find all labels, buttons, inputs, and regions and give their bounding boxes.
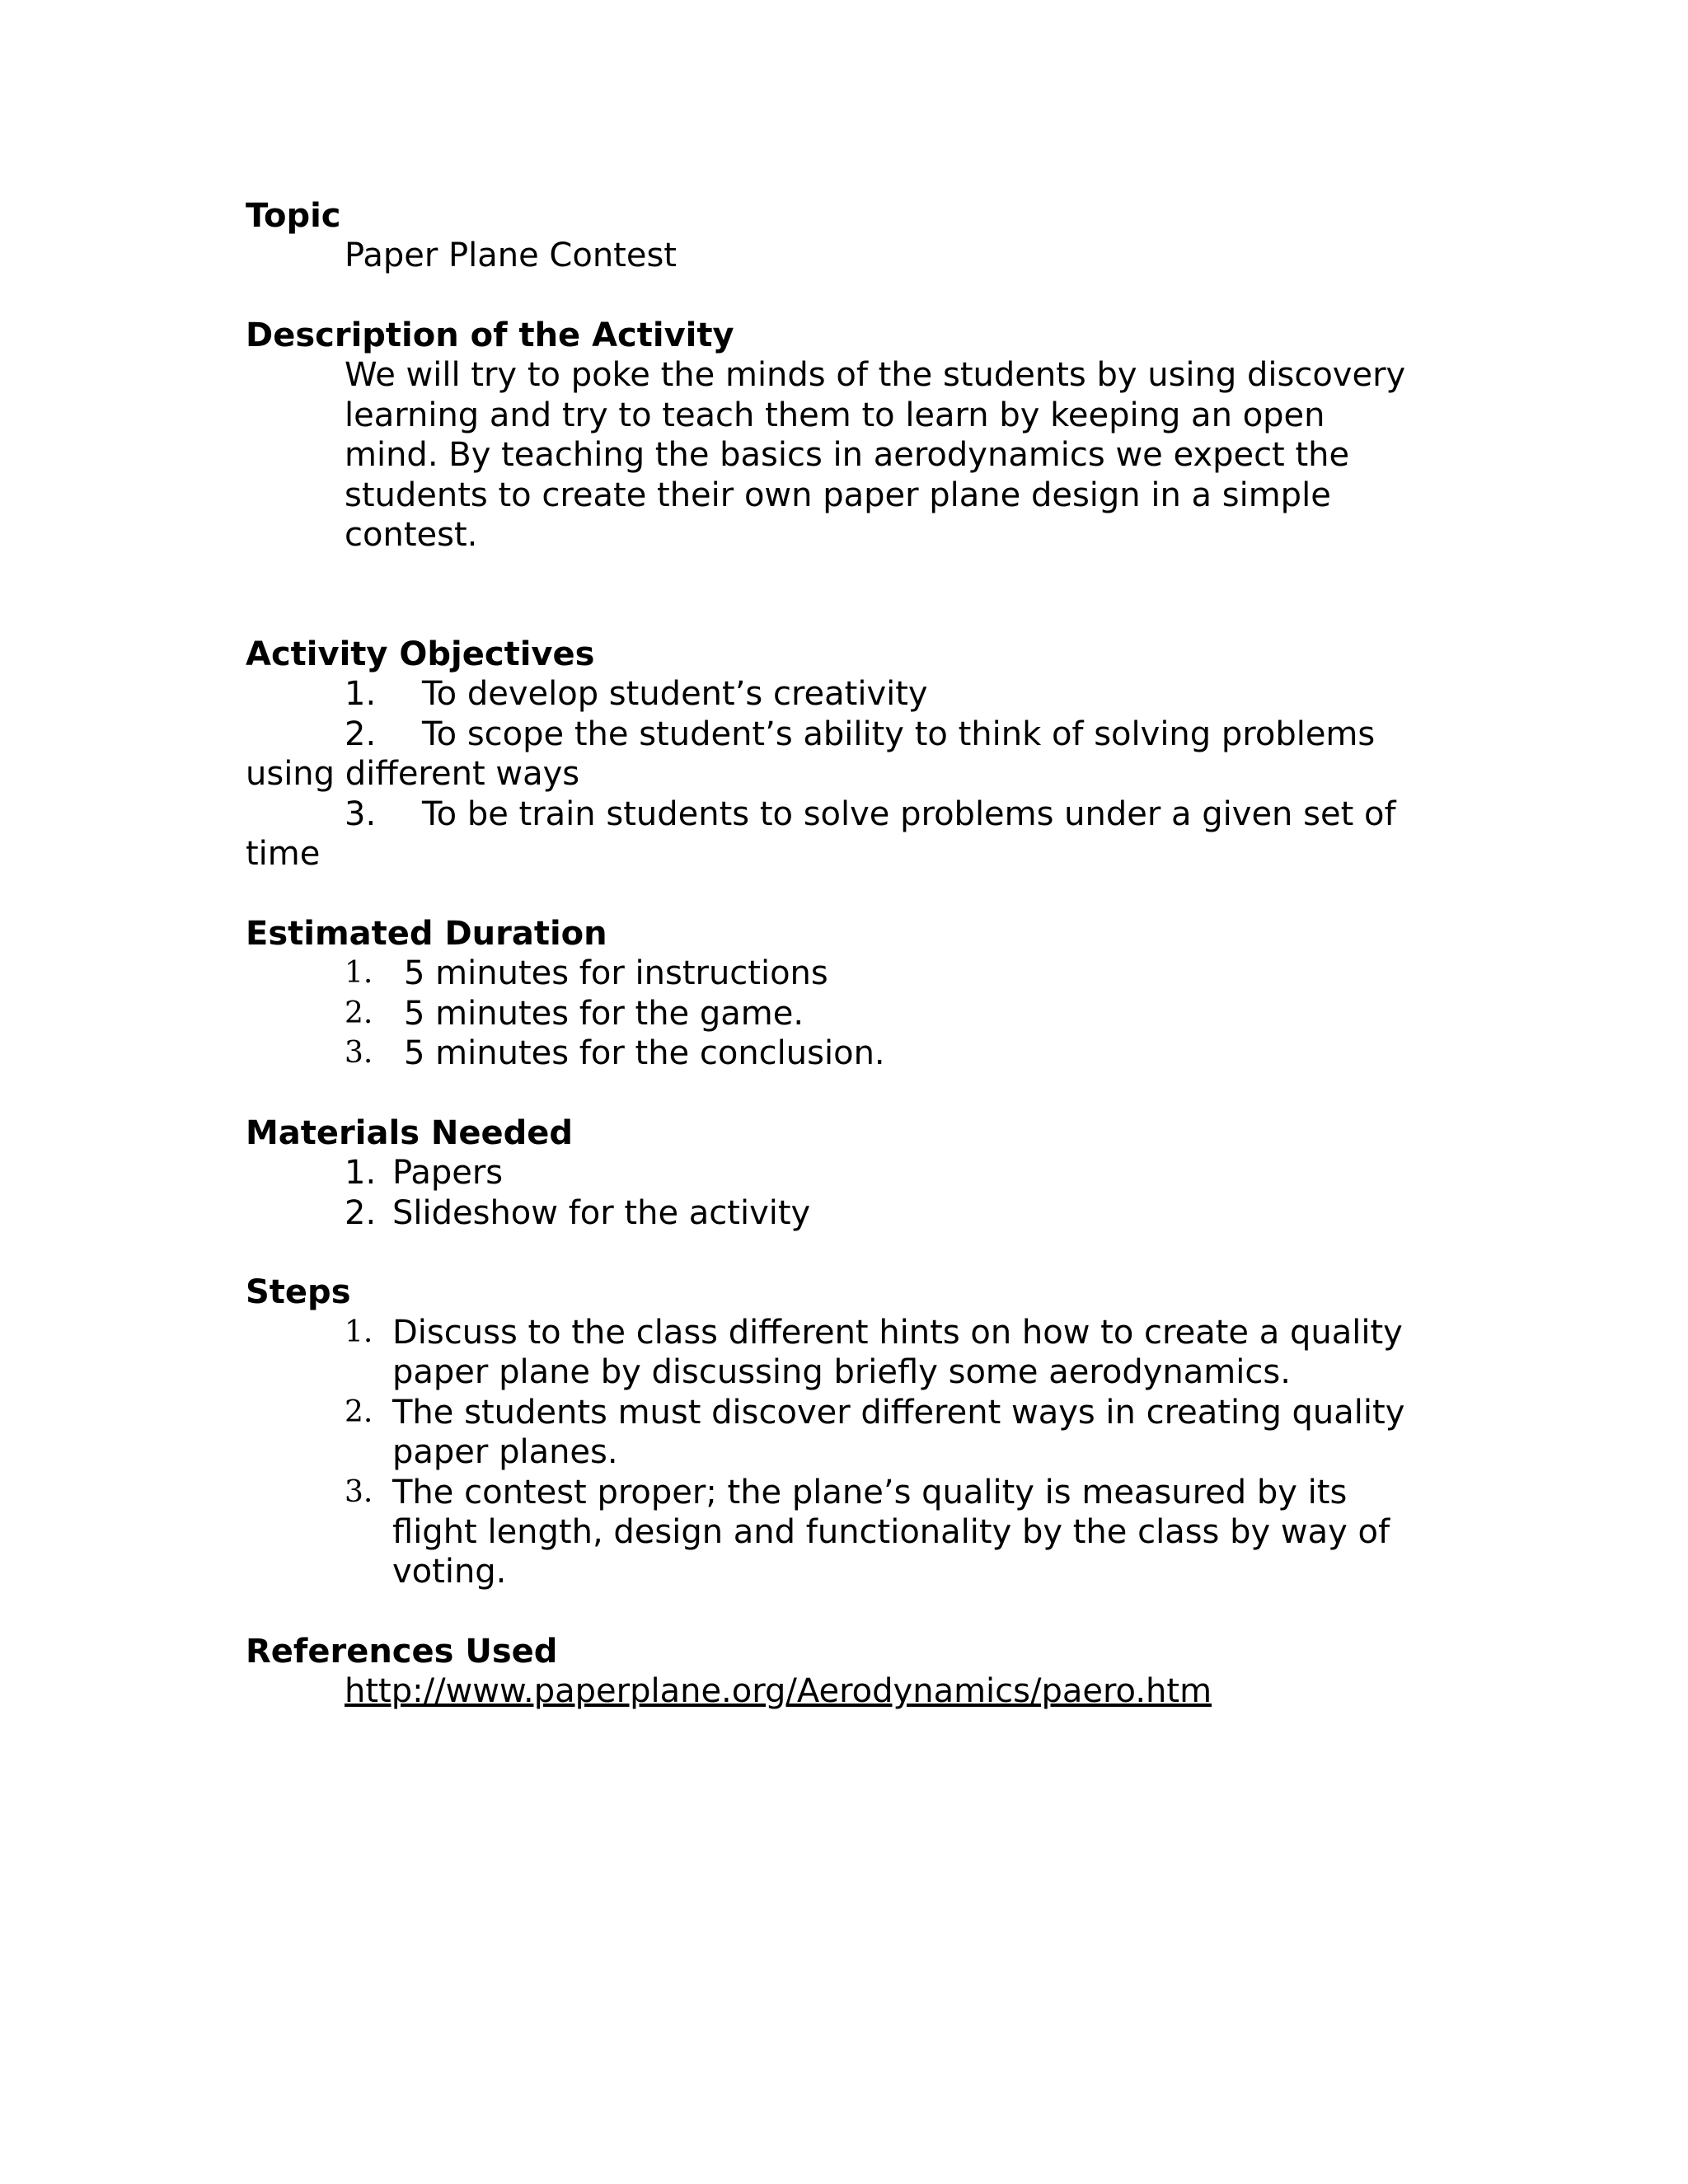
material-number: 2. [345,1194,377,1232]
references-heading: References Used [246,1633,558,1671]
material-text: Slideshow for the activity [392,1194,811,1232]
description-line: mind. By teaching the basics in aerodynamics we expect the [345,436,1350,474]
duration-number: 2. [345,996,373,1030]
steps-heading: Steps [246,1273,351,1311]
objective-number: 1. [345,675,377,713]
step-text: The students must discover different ways in creating quality [392,1394,1405,1432]
objective-text: To develop student’s creativity [422,675,928,713]
duration-text: 5 minutes for the game. [404,995,804,1033]
materials-heading: Materials Needed [246,1114,574,1152]
topic-value: Paper Plane Contest [345,237,677,274]
description-line: students to create their own paper plane design in a simple [345,476,1331,514]
material-text: Papers [392,1154,504,1192]
description-line: contest. [345,516,478,554]
duration-text: 5 minutes for the conclusion. [404,1034,885,1072]
objective-text: To scope the student’s ability to think of solving problems [422,715,1376,753]
step-text: Discuss to the class different hints on how to create a quality [392,1314,1403,1352]
duration-heading: Estimated Duration [246,915,607,953]
step-number: 2. [345,1395,373,1429]
step-text: voting. [392,1553,507,1591]
step-number: 1. [345,1315,373,1349]
duration-number: 3. [345,1036,373,1070]
objective-continuation: using different ways [246,755,580,793]
objectives-heading: Activity Objectives [246,635,595,673]
material-number: 1. [345,1154,377,1192]
step-text: flight length, design and functionality by the class by way of [392,1513,1390,1551]
step-text: paper plane by discussing briefly some aerodynamics. [392,1353,1291,1391]
objective-number: 3. [345,795,377,833]
description-heading: Description of the Activity [246,316,734,354]
reference-link[interactable]: http://www.paperplane.org/Aerodynamics/paero.htm [345,1672,1212,1710]
step-text: paper planes. [392,1433,618,1471]
description-line: learning and try to teach them to learn by keeping an open [345,396,1325,434]
objective-text: To be train students to solve problems under a given set of [422,795,1396,833]
objective-number: 2. [345,715,377,753]
duration-text: 5 minutes for instructions [404,954,828,992]
duration-number: 1. [345,956,373,990]
description-line: We will try to poke the minds of the students by using discovery [345,356,1406,394]
step-text: The contest proper; the plane’s quality is measured by its [392,1474,1348,1511]
topic-heading: Topic [246,197,341,235]
step-number: 3. [345,1475,373,1509]
objective-continuation: time [246,835,321,873]
